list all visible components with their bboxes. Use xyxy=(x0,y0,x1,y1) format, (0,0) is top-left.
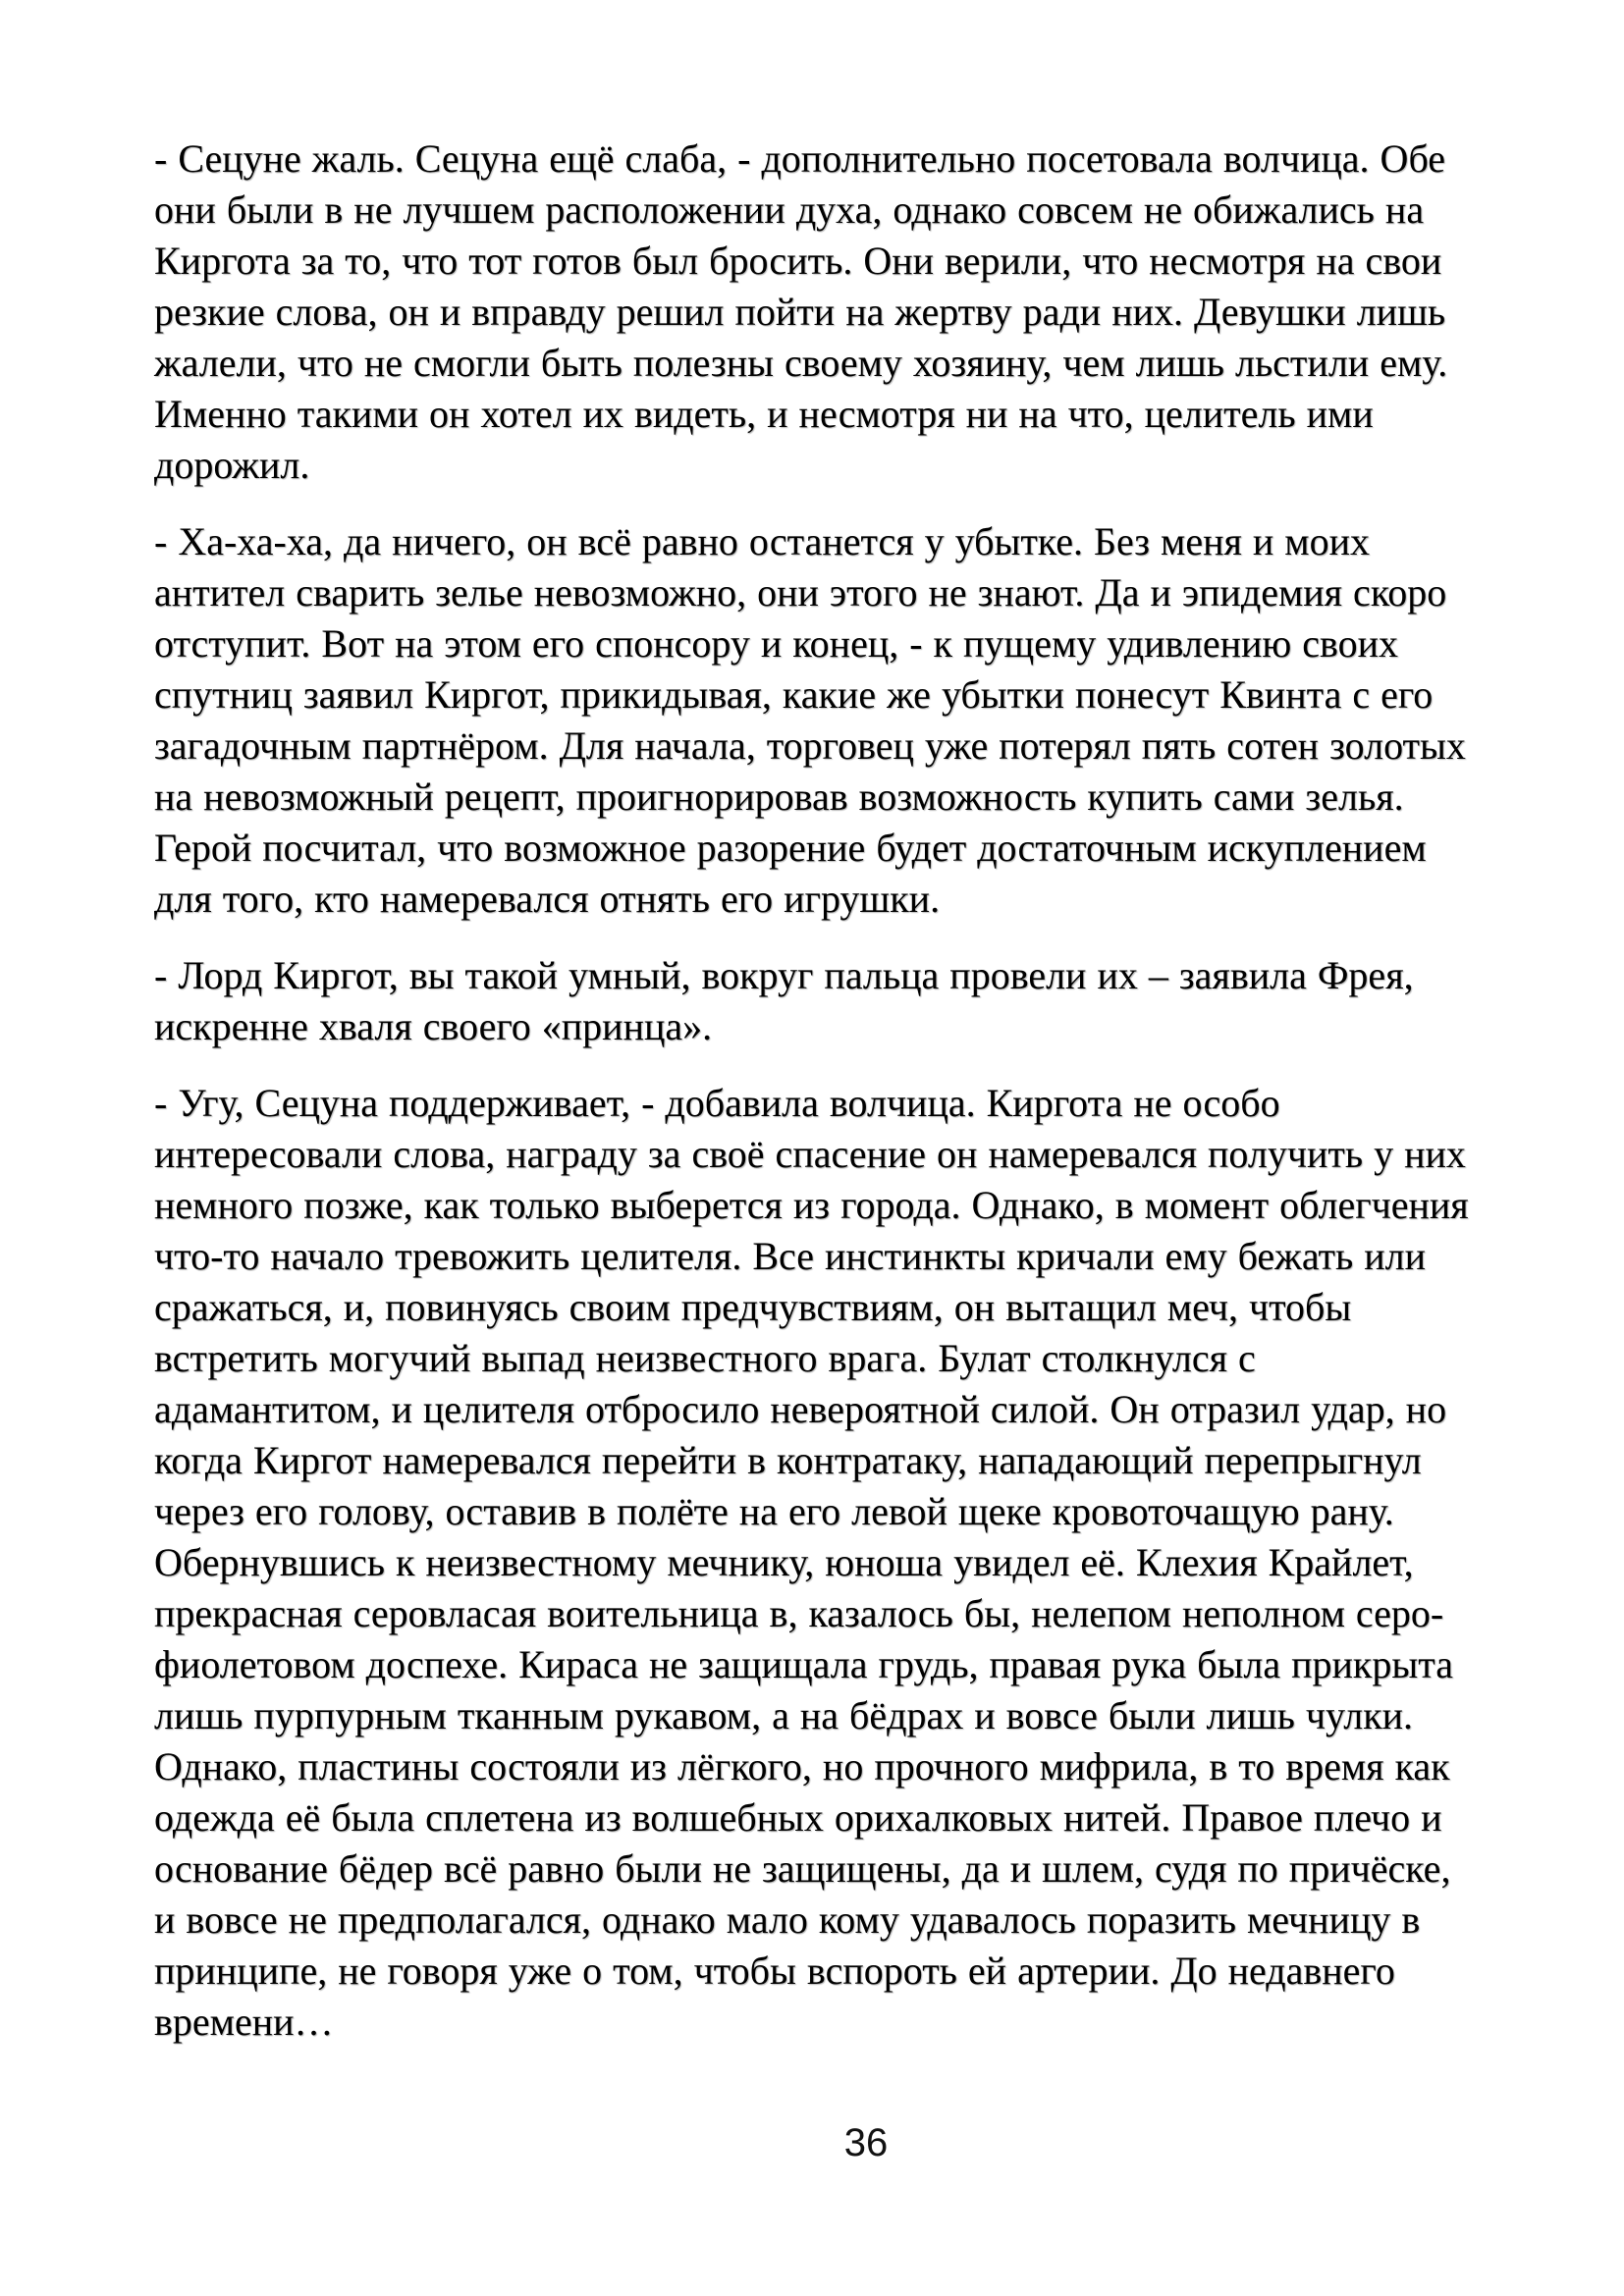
paragraph: - Ха-ха-ха, да ничего, он всё равно останется у убытке. Без меня и моих антител сварить зелье невозможно, они этого не знают. Да и эпидемия скоро отступит. Вот на этом его спонсору и конец, - к пущему удивлению своих спутниц заявил Киргот, прикидывая, какие же убытки понесут Квинта с его загадочным партнёром. Для начала, торговец уже потерял пять сотен золотых на невозможный рецепт, проигнорировав возможность купить сами зелья. Герой посчитал, что возможное разорение будет достаточным искуплением для того, кто намеревался отнять его игрушки. xyxy=(154,519,1466,921)
text-body xyxy=(154,133,1482,2073)
paragraph: - Лорд Киргот, вы такой умный, вокруг пальца провели их – заявила Фрея, искренне хваля своего «принца». xyxy=(154,953,1414,1048)
paragraph: - Угу, Сецуна поддерживает, - добавила волчица. Киргота не особо интересовали слова, награду за своё спасение он намеревался получить у них немного позже, как только выберется из города. Однако, в момент облегчения что-то начало тревожить целителя. Все инстинкты кричали ему бежать или сражаться, и, повинуясь своим предчувствиям, он вытащил меч, чтобы встретить могучий выпад неизвестного врага. Булат столкнулся с адамантитом, и целителя отбросило невероятной силой. Он отразил удар, но когда Киргот намеревался перейти в контратаку, нападающий перепрыгнул через его голову, оставив в полёте на его левой щеке кровоточащую рану. Обернувшись к неизвестному мечнику, юноша увидел её. Клехия Крайлет, прекрасная серовласая воительница в, казалось бы, нелепом неполном серо-фиолетовом доспехе. Кираса не защищала грудь, правая рука была прикрыта лишь пурпурным тканным рукавом, а на бёдрах и вовсе были лишь чулки. Однако, пластины состояли из лёгкого, но прочного мифрила, в то время как одежда её была сплетена из волшебных орихалковых нитей. Правое плечо и основание бёдер всё равно были не защищены, да и шлем, судя по причёске, и вовсе не предполагался, однако мало кому удавалось поразить мечницу в принципе, не говоря уже о том, чтобы вспороть ей артерии. До недавнего времени… xyxy=(154,1081,1469,2044)
page-footer xyxy=(0,2120,1624,2165)
paragraph: - Сецуне жаль. Сецуна ещё слаба, - дополнительно посетовала волчица. Обе они были в не лучшем расположении духа, однако совсем не обижались на Киргота за то, что тот готов был бросить. Они верили, что несмотря на свои резкие слова, он и вправду решил пойти на жертву ради них. Девушки лишь жалели, что не смогли быть полезны своему хозяину, чем лишь льстили ему. Именно такими он хотел их видеть, и несмотря ни на что, целитель ими дорожил. xyxy=(154,136,1448,487)
page-number: 36 xyxy=(843,2121,889,2164)
